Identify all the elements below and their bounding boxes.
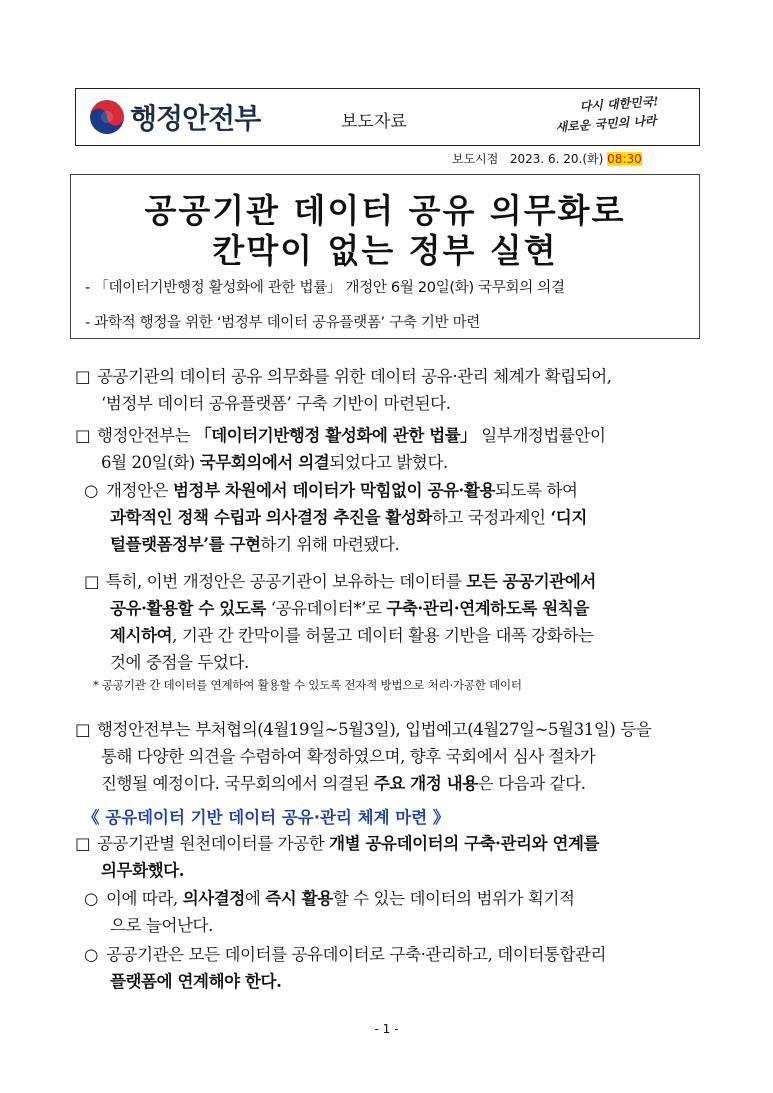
paragraph-1: □ 공공기관의 데이터 공유 의무화를 위한 데이터 공유·관리 체계가 확립되어, ‘범정부 데이터 공유플랫폼’ 구축 기반이 마련된다. [75, 363, 612, 417]
box-bullet-icon: □ [75, 834, 91, 853]
circle-bullet-icon: ○ [84, 945, 98, 964]
paragraph-3: ○ 개정안은 범정부 차원에서 데이터가 막힘없이 공유·활용되도록 하여 과학적인 정책 수립과 의사결정 추진을 활성화하고 국정과제인 ‘디지 털플랫폼정부’를 구현하기 위해 마련됐다. [84, 477, 587, 558]
paragraph-6: □ 공공기관별 원천데이터를 가공한 개별 공유데이터의 구축·관리와 연계를 의무화했다. [75, 830, 599, 884]
box-bullet-icon: □ [75, 720, 91, 739]
release-time: 보도시점 2023. 6. 20.(화) 08:30 [452, 152, 642, 166]
press-release-label: 보도자료 [341, 112, 407, 132]
box-bullet-icon: □ [75, 426, 91, 445]
subtitle-1: - 「데이터기반행정 활성화에 관한 법률」 개정안 6월 20일(화) 국무회의 의결 [85, 280, 565, 296]
press-release-header [75, 88, 700, 146]
subtitle-2: - 과학적 행정을 위한 ‘범정부 데이터 공유플랫폼’ 구축 기반 마련 [85, 315, 481, 331]
paragraph-7: ○ 이에 따라, 의사결정에 즉시 활용할 수 있는 데이터의 범위가 획기적 으로 늘어난다. [84, 885, 575, 939]
ministry-name: 행정안전부 [130, 102, 261, 135]
paragraph-8: ○ 공공기관은 모든 데이터를 공유데이터로 구축·관리하고, 데이터통합관리 플랫폼에 연계해야 한다. [84, 941, 606, 995]
headline-line-1: 공공기관 데이터 공유 의무화로 [144, 191, 626, 230]
ministry-logo [90, 97, 260, 137]
page-number: - 1 - [374, 1022, 399, 1036]
circle-bullet-icon: ○ [84, 481, 98, 500]
taegeuk-emblem-icon [90, 100, 124, 134]
footnote: * 공공기관 간 데이터를 연계하여 활용할 수 있도록 전자적 방법으로 처리·가공한 데이터 [93, 678, 522, 692]
box-bullet-icon: □ [75, 367, 91, 386]
section-title: 《 공유데이터 기반 데이터 공유·관리 체계 마련 》 [83, 808, 450, 827]
slogan-handwriting: 다시 대한민국! 새로운 국민의 나라 [555, 94, 659, 135]
paragraph-5: □ 행정안전부는 부처협의(4월19일~5월3일), 입법예고(4월27일~5월31일) 등을 통해 다양한 의견을 수렴하여 확정하였으며, 향후 국회에서 심사 절차가 진행될 예정이다. 국무회의에서 의결된 주요 개정 내용은 다음과 같다. [75, 716, 651, 797]
paragraph-2: □ 행정안전부는 「데이터기반행정 활성화에 관한 법률」 일부개정법률안이 6월 20일(화) 국무회의에서 의결되었다고 밝혔다. [75, 422, 606, 476]
paragraph-4: □ 특히, 이번 개정안은 공공기관이 보유하는 데이터를 모든 공공기관에서 공유·활용할 수 있도록 ‘공유데이터*’로 구축·관리·연계하도록 원칙을 제시하여, 기관 간 칸막이를 허물고 데이터 활용 기반을 대폭 강화하는 것에 중점을 두었다. [84, 568, 596, 676]
box-bullet-icon: □ [84, 572, 100, 591]
release-time-highlight: 08:30 [607, 152, 642, 166]
title-box [70, 174, 700, 339]
circle-bullet-icon: ○ [84, 889, 98, 908]
headline-line-2: 칸막이 없는 정부 실현 [212, 231, 558, 270]
